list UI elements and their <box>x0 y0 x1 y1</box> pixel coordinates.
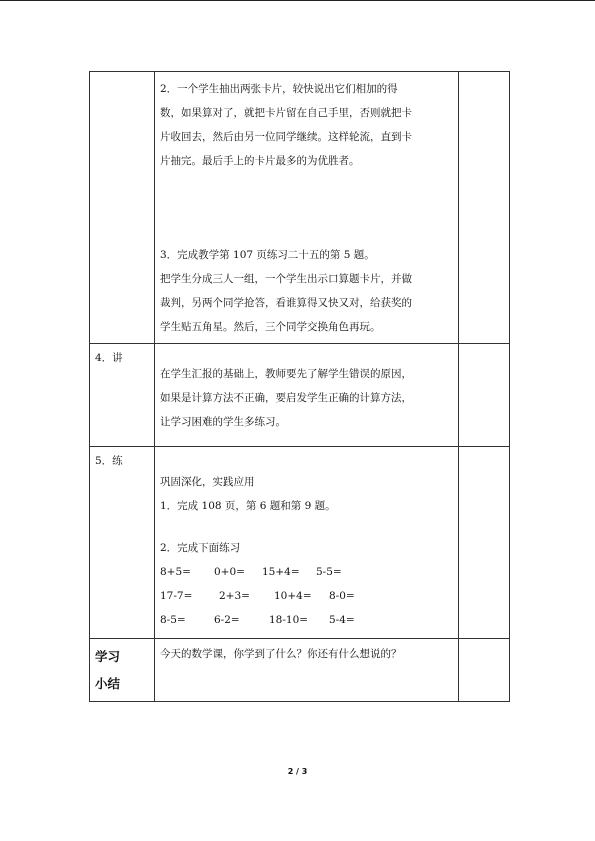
equation: 8+5= <box>160 566 191 578</box>
paragraph-line: 如果是计算方法不正确，要启发学生正确的计算方法， <box>160 392 412 404</box>
table-row <box>90 72 510 344</box>
equation-row <box>160 584 453 608</box>
summary-label <box>95 639 149 697</box>
paragraph-line: 巩固深化，实践应用 <box>160 476 255 488</box>
row-label: 4．讲 <box>95 352 123 364</box>
table-row <box>90 344 510 447</box>
activity-cell <box>155 344 459 447</box>
page-number: 2 / 3 <box>287 767 308 776</box>
equation: 8-0= <box>329 590 355 602</box>
paragraph-line: 2．一个学生抽出两张卡片，较快说出它们相加的得 <box>160 83 398 95</box>
table-row <box>90 639 510 702</box>
paragraph-line: 裁判，另两个同学抢答，看谁算得又快又对，给获奖的 <box>160 297 412 309</box>
activity-cell <box>155 72 459 344</box>
notes-cell <box>459 447 510 639</box>
table-row <box>90 447 510 639</box>
paragraph-line: 学生贴五角星。然后，三个同学交换角色再玩。 <box>160 321 381 333</box>
summary-label-line: 学习 <box>95 649 121 664</box>
page-top-rule <box>0 0 595 1</box>
equation: 10+4= <box>274 590 312 602</box>
paragraph-line: 2．完成下面练习 <box>160 542 241 554</box>
equation: 2+3= <box>219 590 250 602</box>
notes-cell <box>459 72 510 344</box>
paragraph-line: 片收回去，然后由另一位同学继续。这样轮流，直到卡 <box>160 131 412 143</box>
paragraph-line: 今天的数学课，你学到了什么？你还有什么想说的？ <box>160 648 402 660</box>
row-label-cell <box>90 344 155 447</box>
equation-row <box>160 608 453 632</box>
paragraph-line: 数，如果算对了，就把卡片留在自己手里，否则就把卡 <box>160 107 412 119</box>
lesson-plan-table <box>89 71 510 702</box>
equation: 5-5= <box>316 566 342 578</box>
equation: 18-10= <box>269 614 309 626</box>
paragraph-line: 在学生汇报的基础上，教师要先了解学生错误的原因， <box>160 368 412 380</box>
paragraph-line: 把学生分成三人一组，一个学生出示口算题卡片，并做 <box>160 273 412 285</box>
row-label-cell <box>90 72 155 344</box>
paragraph-line: 3．完成教学第 107 页练习二十五的第 5 题。 <box>160 249 375 261</box>
summary-label-line: 小结 <box>95 676 121 691</box>
paragraph-line: 片抽完。最后手上的卡片最多的为优胜者。 <box>160 155 360 167</box>
paragraph-line: 1．完成 108 页，第 6 题和第 9 题。 <box>160 500 336 512</box>
equation: 15+4= <box>262 566 300 578</box>
row-label: 5．练 <box>95 455 123 467</box>
activity-cell <box>155 639 459 702</box>
equation: 6-2= <box>214 614 240 626</box>
equation: 0+0= <box>214 566 245 578</box>
row-label-cell <box>90 639 155 702</box>
notes-cell <box>459 344 510 447</box>
equation-row <box>160 560 453 584</box>
equation: 5-4= <box>329 614 355 626</box>
notes-cell <box>459 639 510 702</box>
paragraph-line: 让学习困难的学生多练习。 <box>160 416 286 428</box>
equation: 17-7= <box>160 590 193 602</box>
equation: 8-5= <box>160 614 186 626</box>
row-label-cell <box>90 447 155 639</box>
activity-cell <box>155 447 459 639</box>
